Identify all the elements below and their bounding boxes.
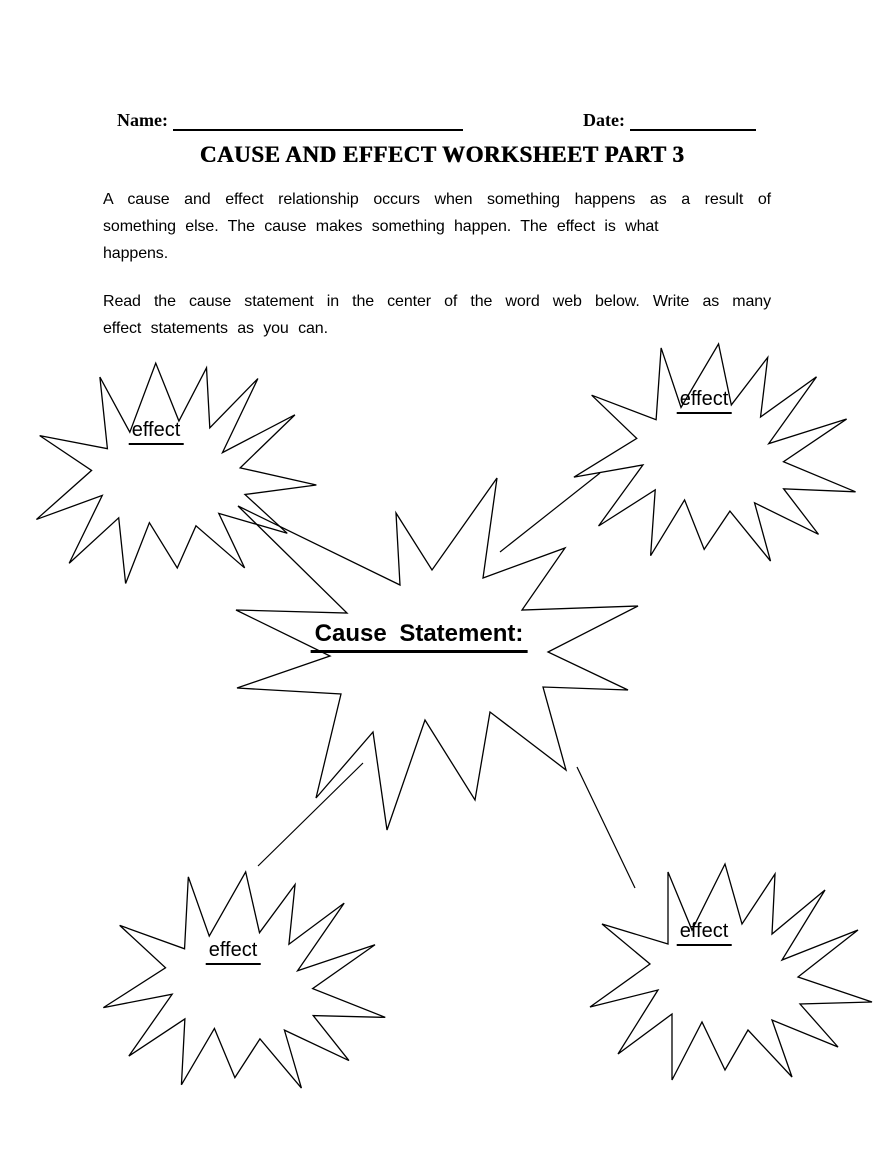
name-label: Name: bbox=[117, 110, 168, 130]
intro-line: A cause and effect relationship occurs when something happens as a result of bbox=[103, 191, 771, 208]
effect-label-bottom-left: effect bbox=[206, 939, 261, 965]
instruction-line: effect statements as you can. bbox=[103, 320, 328, 337]
cause-statement-label: Cause Statement: bbox=[311, 620, 528, 653]
effect-label-bottom-right: effect bbox=[677, 920, 732, 946]
intro-line: something else. The cause makes something happen. The effect is what bbox=[103, 218, 659, 235]
effect-starburst-bottom-right[interactable] bbox=[590, 864, 872, 1080]
intro-line: happens. bbox=[103, 245, 169, 262]
effect-starburst-top-left[interactable] bbox=[21, 348, 324, 592]
effect-starburst-top-right[interactable] bbox=[569, 334, 865, 569]
date-label: Date: bbox=[583, 110, 625, 130]
page-title: CAUSE AND EFFECT WORKSHEET PART 3 bbox=[199, 142, 685, 167]
connector-line-bottom-left bbox=[258, 763, 363, 866]
connector-line-top-right bbox=[500, 473, 600, 552]
effect-label-top-right: effect bbox=[677, 388, 732, 414]
connector-line-bottom-right bbox=[577, 767, 635, 888]
cause-starburst[interactable] bbox=[236, 478, 638, 830]
effect-label-top-left: effect bbox=[129, 419, 184, 445]
instruction-line: Read the cause statement in the center of the word web below. Write as many bbox=[103, 293, 771, 310]
effect-starburst-bottom-left[interactable] bbox=[100, 865, 393, 1095]
